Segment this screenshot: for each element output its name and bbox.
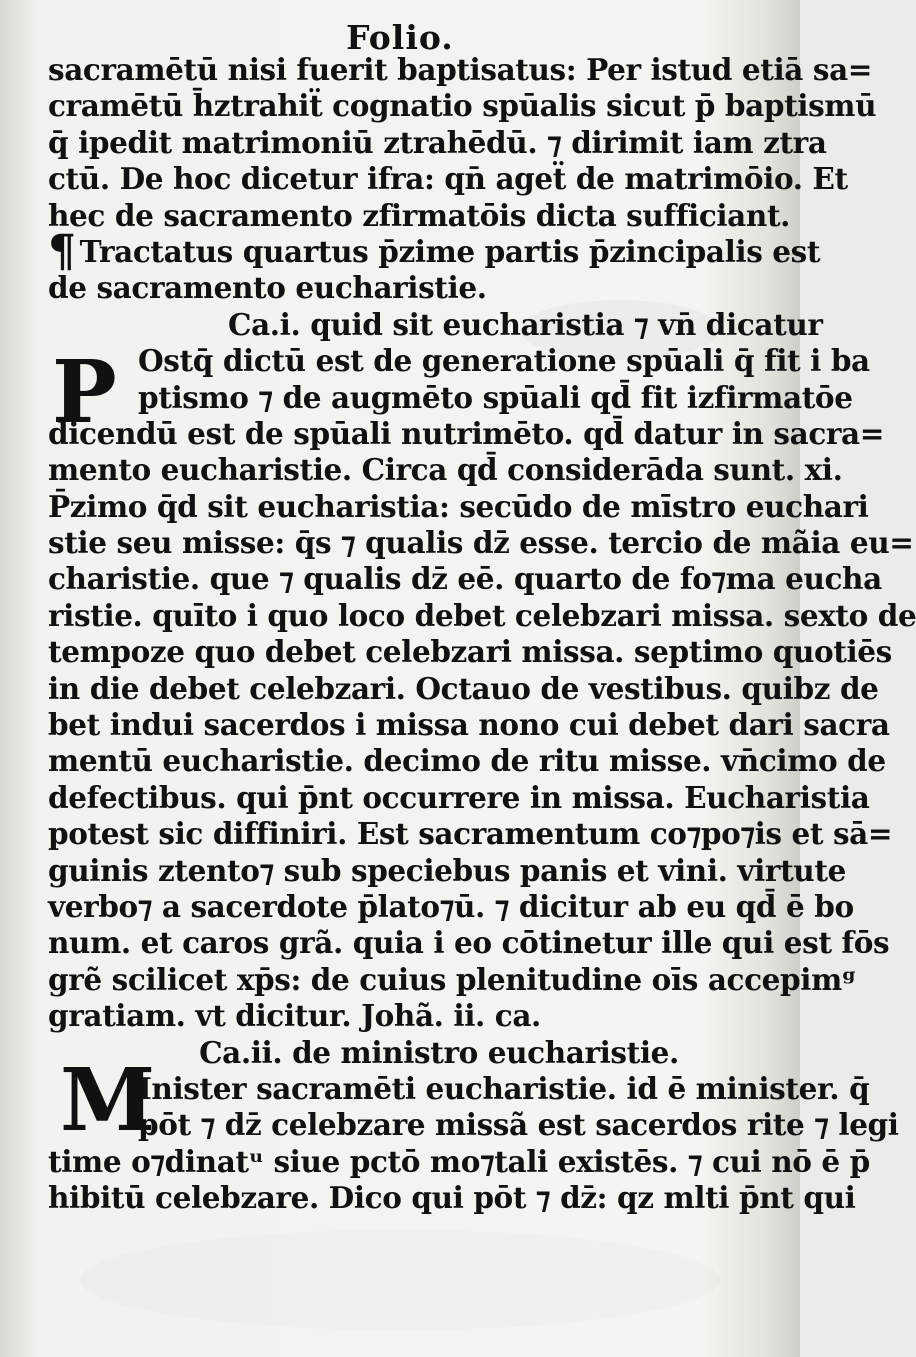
- pilcrow-icon: ¶: [48, 225, 76, 277]
- text-line: Ostq̄ dictū est de generatione spūali q̄ fit i ba: [138, 343, 870, 379]
- text-line: guinis ztento⁊ sub speciebus panis et vini. virtute: [48, 852, 846, 888]
- text-line: dicendū est de spūali nutrimēto. qd̄ datur in sacra=: [48, 415, 885, 451]
- text-line: ristie. quīto i quo loco debet celebzari missa. sexto de: [48, 597, 916, 633]
- text-line: verbo⁊ a sacerdote p̄lato⁊ū. ⁊ dicitur ab eu qd̄ ē bo: [48, 888, 854, 924]
- text-line: bet indui sacerdos i missa nono cui debet dari sacra: [48, 707, 890, 743]
- text-line: P̄zimo q̄d sit eucharistia: secūdo de mīstro euchari: [48, 488, 869, 524]
- text-line: sacramētū nisi fuerit baptisatus: Per istud etiā sa=: [48, 52, 873, 87]
- text-line: Inister sacramēti eucharistie. id ē minister. q̄: [138, 1070, 870, 1106]
- tractatus-line: Tractatus quartus p̄zime partis p̄zincipalis est: [79, 233, 821, 269]
- text-line: mentū eucharistie. decimo de ritu misse. vn̄cimo de: [48, 743, 886, 779]
- chapter-heading-2: Ca.ii. de ministro eucharistie.: [199, 1034, 679, 1070]
- text-line: ctū. De hoc dicetur ifra: qn̄ ageẗ de matrimōio. Et: [48, 161, 848, 197]
- tractatus-heading: [48, 225, 821, 277]
- decorated-initial-p: P: [52, 342, 117, 443]
- body-text: [48, 52, 916, 1217]
- text-line: q̄ ipedit matrimoniū ztrahēdū. ⁊ dirimit iam ztra: [48, 124, 827, 160]
- text-line: hibitū celebzare. Dico qui pōt ⁊ dz̄: qz mlti p̄nt qui: [48, 1180, 856, 1216]
- decorated-initial-m: M: [60, 1050, 156, 1151]
- folio-header: Folio.: [346, 18, 454, 57]
- text-line: pōt ⁊ dz̄ celebzare missã est sacerdos rite ⁊ legi: [138, 1107, 899, 1143]
- text-line: time o⁊dinatᵘ siue pctō mo⁊tali existēs. ⁊ cui nō ē p̄: [48, 1143, 870, 1179]
- text-line: grẽ scilicet xp̄s: de cuius plenitudine oīs accepimᵍ: [48, 961, 857, 997]
- text-line: defectibus. qui p̄nt occurrere in missa. Eucharistia: [48, 779, 870, 815]
- text-line: mento eucharistie. Circa qd̄ considerāda sunt. xi.: [48, 452, 843, 488]
- text-line: hec de sacramento zfirmatōis dicta sufficiant.: [48, 197, 791, 233]
- text-line: potest sic diffiniri. Est sacramentum co⁊po⁊is et sā=: [48, 816, 893, 852]
- text-line: tempoze quo debet celebzari missa. septimo quotiēs: [48, 634, 892, 670]
- paper-stain: [80, 1230, 720, 1330]
- chapter-heading-1: Ca.i. quid sit eucharistia ⁊ vn̄ dicatur: [228, 306, 823, 342]
- text-line: num. et caros grã. quia i eo cōtinetur ille qui est fōs: [48, 925, 890, 961]
- text-line: de sacramento eucharistie.: [48, 270, 487, 306]
- text-line: in die debet celebzari. Octauo de vestibus. quibz de: [48, 670, 879, 706]
- text-line: ptismo ⁊ de augmēto spūali qd̄ fit izfirmatōe: [138, 379, 853, 415]
- text-line: charistie. que ⁊ qualis dz̄ eē. quarto de fo⁊ma eucha: [48, 561, 882, 597]
- text-line: stie seu misse: q̄s ⁊ qualis dz̄ esse. tercio de mãia eu=: [48, 525, 914, 561]
- text-line: cramētū h̄ztrahiẗ cognatio spūalis sicut p̄ baptismū: [48, 88, 877, 124]
- text-line: gratiam. vt dicitur. Johã. ii. ca.: [48, 998, 541, 1034]
